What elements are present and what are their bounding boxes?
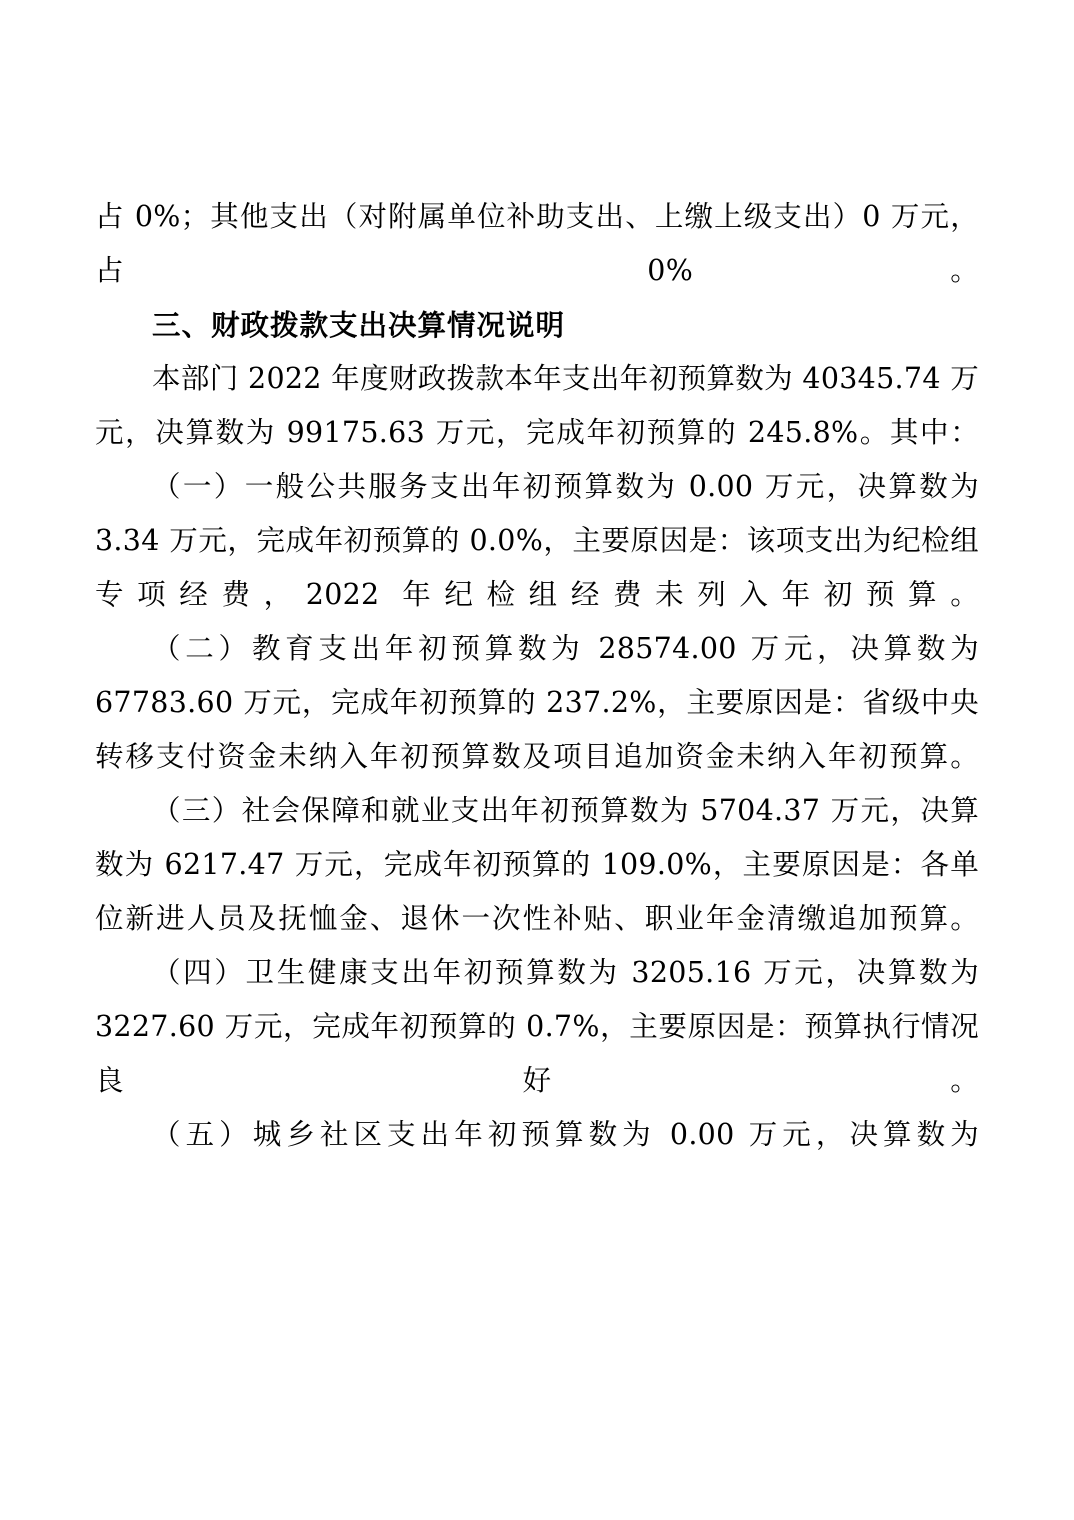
paragraph-item-education: （二）教育支出年初预算数为 28574.00 万元，决算数为 67783.60 万元，完成年初预算的 237.2%，主要原因是：省级中央转移支付资金未纳入年初预算数及项目追加资金未纳入年初预算。	[95, 632, 979, 773]
paragraph-continued-other-expenditure: 占 0%；其他支出（对附属单位补助支出、上缴上级支出）0 万元，占 0%。	[95, 200, 979, 287]
paragraph-item-urban-rural-community: （五）城乡社区支出年初预算数为 0.00 万元，决算数为	[152, 1118, 979, 1151]
document-body	[95, 190, 979, 1162]
paragraph-item-social-security: （三）社会保障和就业支出年初预算数为 5704.37 万元，决算数为 6217.47 万元，完成年初预算的 109.0%，主要原因是：各单位新进人员及抚恤金、退休一次性补贴、职业年金清缴追加预算。	[95, 794, 979, 935]
heading-section-three: 三、财政拨款支出决算情况说明	[152, 308, 566, 342]
paragraph-item-health: （四）卫生健康支出年初预算数为 3205.16 万元，决算数为 3227.60 万元，完成年初预算的 0.7%，主要原因是：预算执行情况良好。	[95, 956, 979, 1097]
paragraph-total-appropriation: 本部门 2022 年度财政拨款本年支出年初预算数为 40345.74 万元，决算数为 99175.63 万元，完成年初预算的 245.8%。其中：	[95, 362, 979, 449]
paragraph-item-general-public-service: （一）一般公共服务支出年初预算数为 0.00 万元，决算数为 3.34 万元，完成年初预算的 0.0%，主要原因是：该项支出为纪检组专项经费，2022 年纪检组经费未列入年初预算。	[95, 470, 979, 611]
